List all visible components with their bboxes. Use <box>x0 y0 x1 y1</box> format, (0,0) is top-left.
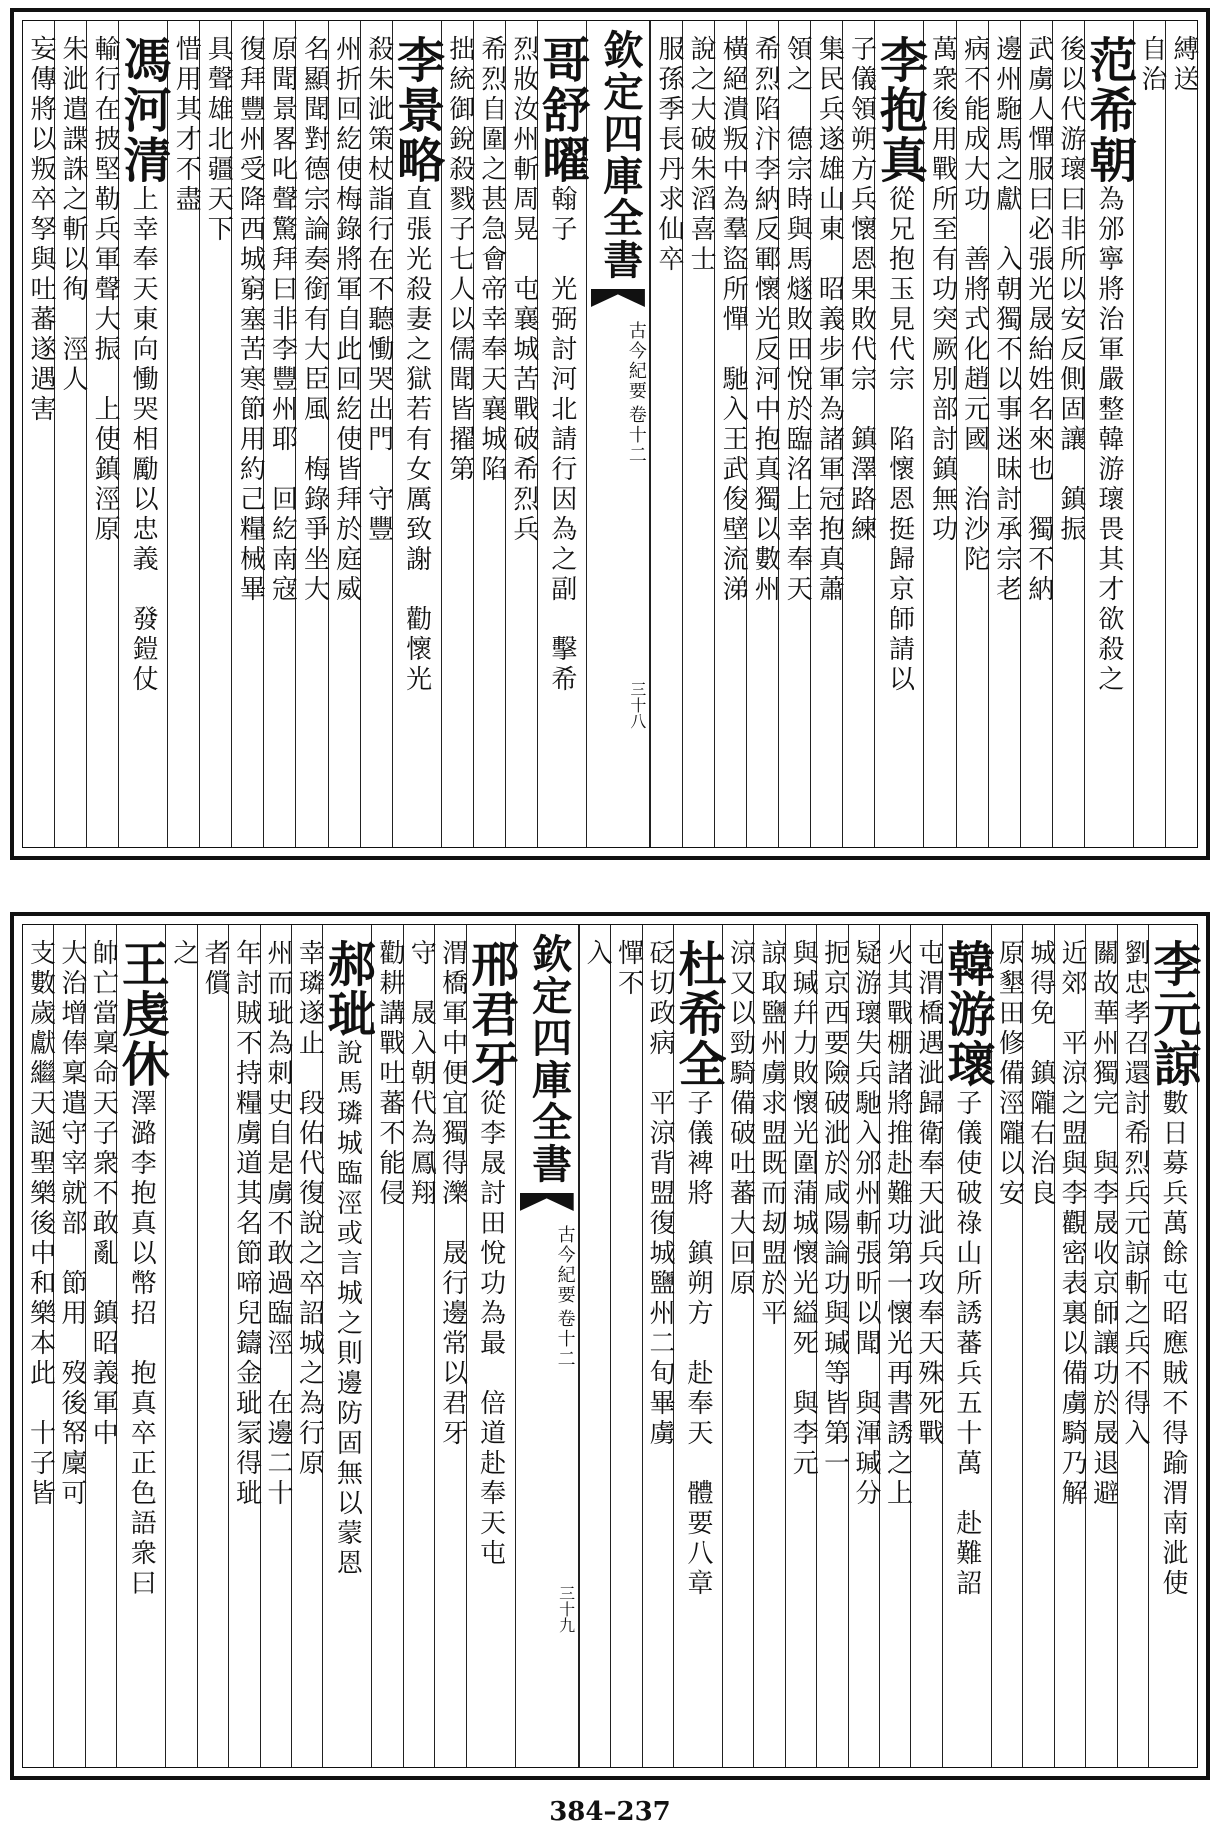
text-column <box>295 21 330 847</box>
center-leaf-number: 三十九 <box>556 1585 576 1633</box>
column-text: 入 <box>582 939 613 969</box>
text-column <box>360 21 392 847</box>
biography-entry-column <box>938 925 995 1767</box>
entry-text: 從兄抱玉見代宗 陷懷恩挺歸京師請以 <box>884 185 915 695</box>
text-column <box>231 21 266 847</box>
column-text: 輸行在披堅勒兵軍聲大振 上使鎮涇原 <box>90 35 121 545</box>
entry-text: 子儀使破祿山所誘蕃兵五十萬 赴難詔 <box>951 1089 982 1599</box>
center-volume: 卷十二 <box>625 405 647 465</box>
column-text: 年討賊不持糧虜道其名節啼兒鑄金玼冡得玼 <box>231 939 262 1509</box>
column-text: 具聲雄北疆天下 <box>203 35 234 245</box>
text-column <box>848 925 882 1767</box>
person-name-heading: 哥舒曜 <box>533 35 590 185</box>
bottom-page-panel <box>10 912 1210 1780</box>
text-column <box>328 21 360 847</box>
column-text: 守 晟入朝代為鳳翔 <box>406 939 437 1209</box>
column-text: 邊州駞馬之獻 入朝獨不以事迷昧討承宗老 <box>991 35 1022 605</box>
entry-text: 翰子 光弼討河北請行因為之副 擊希 <box>546 185 577 695</box>
text-column <box>650 21 682 847</box>
entry-text: 子儀裨將 鎮朔方 赴奉天 體要八章 <box>682 1089 713 1599</box>
text-column <box>434 925 468 1767</box>
text-column <box>167 21 202 847</box>
text-column <box>291 925 325 1767</box>
text-column <box>923 21 958 847</box>
column-text: 近郊 平涼之盟與李觀密表裏以備虜騎乃解 <box>1057 939 1088 1509</box>
biography-entry-column <box>115 21 172 847</box>
center-leaf-number: 三十八 <box>627 681 647 729</box>
text-column <box>1052 21 1084 847</box>
text-column <box>910 925 944 1767</box>
column-text: 扼京西要險破泚於咸陽論功與瑊等皆第一 <box>819 939 850 1479</box>
column-text: 者償 <box>200 939 231 999</box>
text-column <box>85 925 119 1767</box>
top-page-columns <box>22 20 1198 848</box>
center-volume: 卷十二 <box>554 1309 576 1369</box>
text-column <box>1117 925 1148 1767</box>
biography-entry-column <box>1145 925 1201 1767</box>
text-column <box>197 925 231 1767</box>
text-column <box>1165 21 1197 847</box>
column-text: 州折回紇使梅錄將軍自此回紇使皆拜於庭威 <box>331 35 362 605</box>
person-name-heading: 邢君牙 <box>462 939 519 1089</box>
entry-text: 直張光殺妻之獄若有女厲致謝 勸懷光 <box>401 185 432 695</box>
column-text: 憚不 <box>613 939 644 999</box>
text-column <box>778 21 813 847</box>
person-name-heading: 韓游瓌 <box>938 939 995 1089</box>
text-column <box>260 925 291 1767</box>
column-text: 拙統御銳殺戮子七人以儒聞皆擢第 <box>444 35 475 485</box>
text-column <box>53 925 87 1767</box>
column-text: 橫絕潰叛中為羣盜所憚 馳入王武俊壁流涕 <box>718 35 749 605</box>
column-text: 希烈自圍之甚急會帝幸奉天襄城陷 <box>476 35 507 485</box>
column-text: 渭橋軍中便宜獨得濼 晟行邊常以君牙 <box>437 939 468 1449</box>
page-center-fold <box>586 21 650 847</box>
column-text: 劉忠孝召還討希烈兵元諒斬之兵不得入 <box>1120 939 1150 1449</box>
text-column <box>816 925 850 1767</box>
bottom-page-columns <box>22 924 1201 1768</box>
text-column <box>579 925 613 1767</box>
column-text: 支數歲獻繼天誕聖樂後中和樂本此 十子皆 <box>25 939 56 1509</box>
text-column <box>403 925 437 1767</box>
person-name-heading: 范希朝 <box>1080 35 1137 185</box>
fishtail-mark-icon <box>520 1193 574 1211</box>
column-text: 名顯聞對德宗論奏銜有大臣風 梅錄爭坐大 <box>299 35 330 605</box>
column-text: 幸璘遂止 段佑代復說之卒詔城之為行原 <box>294 939 325 1479</box>
text-column <box>23 925 56 1767</box>
text-column <box>165 925 199 1767</box>
text-column <box>473 21 505 847</box>
center-title: 欽定四庫全書 <box>596 29 644 281</box>
column-text: 萬衆後用戰所至有功突厥別部討鎮無功 <box>927 35 958 545</box>
person-name-heading: 李景略 <box>388 35 445 185</box>
text-column <box>842 21 877 847</box>
entry-text: 為邠寧將治軍嚴整韓游瓌畏其才欲殺之 <box>1093 185 1124 695</box>
column-text: 大治增俸稟遣守宰就部 節用 歿後帑廩可 <box>56 939 87 1509</box>
column-text: 說之大破朱滔喜士 <box>686 35 717 275</box>
text-column <box>1022 925 1056 1767</box>
column-text: 城得免 鎮隴右治良 <box>1025 939 1056 1209</box>
column-text: 希烈陷汴李納反鄆懷光反河中抱真獨以數州 <box>750 35 781 605</box>
column-text: 勸耕講戰吐蕃不能侵 <box>374 939 405 1209</box>
column-text: 子儀領朔方兵懷恩果敗代宗 鎮澤路練 <box>846 35 877 545</box>
column-text: 自治 <box>1136 35 1167 95</box>
person-name-heading: 杜希全 <box>669 939 726 1089</box>
person-name-heading: 李抱真 <box>871 35 928 185</box>
text-column <box>1054 925 1088 1767</box>
text-column <box>199 21 234 847</box>
text-column <box>610 925 644 1767</box>
column-text: 武虜人憚服曰必張光晟紿姓名來也 獨不納 <box>1023 35 1054 605</box>
entry-text: 上幸奉天東向慟哭相勵以忠義 發鎧仗 <box>128 185 159 695</box>
column-text: 砭切政病 平涼背盟復城鹽州二旬畢虜 <box>644 939 675 1449</box>
column-text: 涼又以勁騎備破吐蕃大回原 <box>725 939 756 1299</box>
column-text: 州而玼為刺史自是虜不敢過臨涇 在邊二十 <box>262 939 293 1509</box>
biography-entry-column <box>533 21 590 847</box>
person-name-heading: 李元諒 <box>1145 939 1201 1089</box>
column-text: 病不能成大功 善將式化趙元國 治沙陀 <box>959 35 990 575</box>
text-column <box>642 925 673 1767</box>
text-column <box>228 925 262 1767</box>
text-column <box>86 21 121 847</box>
column-text: 帥亡當稟命天子衆不敢亂 鎮昭義軍中 <box>88 939 119 1449</box>
biography-entry-column <box>113 925 170 1767</box>
column-text: 朱泚遣諜誅之斬以徇 涇人 <box>58 35 89 395</box>
page-center-fold <box>515 925 579 1767</box>
text-column <box>23 21 54 847</box>
biography-entry-column <box>1080 21 1137 847</box>
text-column <box>1085 925 1119 1767</box>
column-text: 惜用其才不盡 <box>171 35 202 215</box>
column-text: 與瑊幷力敗懷光圍蒲城懷光縊死 與李元 <box>788 939 819 1479</box>
text-column <box>991 925 1025 1767</box>
text-column <box>54 21 89 847</box>
text-column <box>988 21 1020 847</box>
biography-entry-column <box>388 21 445 847</box>
column-text: 復拜豐州受降西城窮塞苦寒節用約己糧械畢 <box>235 35 266 605</box>
person-name-heading: 郝玼 <box>319 939 376 1039</box>
text-column <box>505 21 537 847</box>
column-text: 後以代游瓌曰非所以安反側固讓 鎮振 <box>1055 35 1086 545</box>
top-page-panel <box>10 8 1210 860</box>
column-text: 烈妝汝州斬周晃 屯襄城苦戰破希烈兵 <box>508 35 539 545</box>
text-column <box>263 21 298 847</box>
biography-entry-column <box>319 925 376 1767</box>
column-text: 原聞景畧叱聲驚拜曰非李豐州耶 回紇南寇 <box>267 35 298 605</box>
text-column <box>753 925 787 1767</box>
text-column <box>956 21 988 847</box>
biography-entry-column <box>871 21 928 847</box>
person-name-heading: 王虔休 <box>113 939 170 1089</box>
text-column <box>1020 21 1052 847</box>
text-column <box>1133 21 1165 847</box>
column-text: 屯渭橋遇泚歸衛奉天泚兵攻奉天殊死戰 <box>913 939 944 1449</box>
column-text: 諒取鹽州虜求盟既而刼盟於平 <box>756 939 787 1329</box>
column-text: 妄傳將以叛卒孥與吐蕃遂遇害 <box>25 35 56 425</box>
biography-entry-column <box>462 925 519 1767</box>
text-column <box>714 21 749 847</box>
entry-text: 數日募兵萬餘屯昭應賊不得踰渭南泚使 <box>1158 1089 1188 1599</box>
entry-text: 說馬璘城臨涇或言城之則邊防固無以蒙恩 <box>332 1039 363 1579</box>
column-text: 縛送 <box>1169 35 1199 95</box>
person-name-heading: 馮河清 <box>115 35 172 185</box>
center-book-title: 古今紀要 <box>625 321 647 401</box>
text-column <box>371 925 405 1767</box>
text-column <box>682 21 717 847</box>
text-column <box>785 925 819 1767</box>
entry-text: 從李晟討田悅功為最 倍道赴奉天屯 <box>475 1089 506 1569</box>
fishtail-mark-icon <box>591 289 645 307</box>
text-column <box>746 21 781 847</box>
entry-text: 澤潞李抱真以幣招 抱真卒正色語衆曰 <box>126 1089 157 1599</box>
text-column <box>441 21 473 847</box>
text-column <box>722 925 756 1767</box>
center-book-title: 古今紀要 <box>554 1225 576 1305</box>
column-text: 之 <box>168 939 199 969</box>
biography-entry-column <box>669 925 726 1767</box>
column-text: 服孫季長丹求仙卒 <box>653 35 684 275</box>
column-text: 殺朱泚策杖詣行在不聽慟哭出門 守豐 <box>363 35 394 545</box>
column-text: 原墾田修備涇隴以安 <box>994 939 1025 1209</box>
column-text: 關故華州獨完 與李晟收京師讓功於晟退避 <box>1088 939 1119 1509</box>
column-text: 疑游瓌失兵馳入邠州斬張昕以聞 與渾瑊分 <box>851 939 882 1509</box>
text-column <box>879 925 913 1767</box>
text-column <box>810 21 845 847</box>
center-title: 欽定四庫全書 <box>525 933 573 1185</box>
page-number-footer: 384–237 <box>549 1797 671 1827</box>
column-text: 集民兵遂雄山東 昭義步軍為諸軍冠抱真蕭 <box>814 35 845 605</box>
column-text: 火其戰棚諸將推赴難功第一懷光再書誘之上 <box>882 939 913 1509</box>
column-text: 領之 德宗時與馬燧敗田悅於臨洺上幸奉天 <box>782 35 813 605</box>
